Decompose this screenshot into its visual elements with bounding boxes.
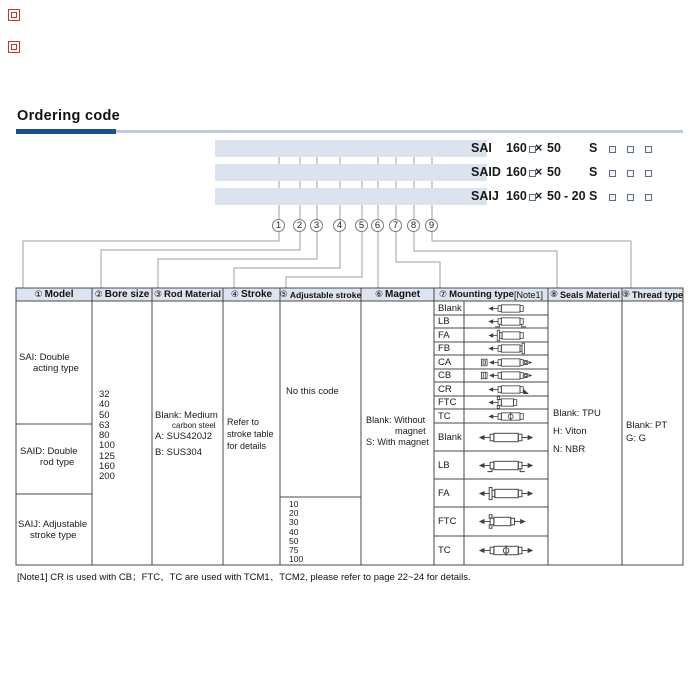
stroke-line1: Refer to [227,417,260,427]
cylinder-foot-mount-icon [466,315,547,328]
double-rod-cylinder-front-trunnion-icon [466,514,547,529]
rod-material-a: A: SUS420J2 [155,431,213,442]
magnet-blank-line2: magnet [395,426,426,436]
mounting-row: FA [435,479,547,507]
header-adjustable-stroke: ⑤ Adjustable stroke [279,289,362,300]
seals-h: H: Viton [553,426,587,437]
seals-n: N: NBR [553,444,586,455]
header-mounting-note: [Note1] [513,289,543,300]
callout-circle-5: 5 [355,219,368,232]
code-model: SAI [471,141,492,155]
code-adjustable: - 20 [564,189,586,203]
code-stroke: 50 [547,165,561,179]
code-bore: 160 [506,165,527,179]
code-stroke: 50 [547,141,561,155]
header-thread-type: ⑨ Thread type [621,289,684,300]
mounting-row: FTC [435,507,547,536]
callout-circle-2: 2 [293,219,306,232]
code-magnet: S [589,165,598,179]
thread-blank: Blank: PT [626,420,668,431]
code-model: SAID [471,165,501,179]
header-rod-material: ③ Rod Material [153,289,222,300]
header-bore-size: ② Bore size [94,289,150,300]
model-sai-line1: SAI: Double [19,352,70,363]
mounting-row: TC [435,536,547,565]
callout-circle-4: 4 [333,219,346,232]
callout-circle-3: 3 [310,219,323,232]
mounting-row: TC [435,409,547,423]
cylinder-rear-flange-icon [466,342,547,355]
model-sai-line2: acting type [33,363,79,374]
cylinder-rear-double-clevis-icon [466,369,547,382]
code-magnet: S [589,141,598,155]
header-seals-material: ⑧ Seals Material [549,289,621,300]
double-rod-cylinder-front-flange-icon [466,486,547,501]
cylinder-front-flange-icon [466,329,547,342]
mounting-row: CA [435,355,547,369]
code-magnet: S [589,189,598,203]
mounting-row: CR [435,382,547,396]
model-saij-line2: stroke type [30,530,77,541]
mounting-row: Blank [435,301,547,315]
rod-material-b: B: SUS304 [155,447,202,458]
callout-circle-7: 7 [389,219,402,232]
callout-circle-1: 1 [272,219,285,232]
code-model: SAIJ [471,189,499,203]
cylinder-rear-pivot-icon [466,383,547,396]
magnet-blank-line1: Blank: Without [366,415,426,425]
code-times: × [535,141,543,155]
header-stroke: ④ Stroke [230,289,273,300]
page-title: Ordering code [17,108,120,124]
mounting-row: FB [435,342,547,355]
double-rod-cylinder-foot-mount-icon [466,458,547,473]
double-rod-cylinder-basic-icon [466,430,547,445]
rod-material-blank2: carbon steel [172,421,216,430]
mounting-row: LB [435,451,547,479]
model-said-line1: SAID: Double [20,446,78,457]
cylinder-rear-clevis-icon [466,356,547,369]
adjustable-stroke-list: 10 20 30 40 50 75 100 [289,499,304,565]
mounting-row: Blank [435,423,547,451]
code-stroke: 50 [547,189,561,203]
mounting-row: LB [435,315,547,328]
header-mounting-type: ⑦ Mounting type [Note1] [438,289,543,300]
bore-size-list: 32 40 50 63 80 100 125 160 200 [99,389,115,483]
footnote: [Note1] CR is used with CB；FTC、TC are used with TCM1、TCM2, please refer to page 22~24 for details. [17,572,471,583]
magnet-s-line: S: With magnet [366,437,429,447]
callout-circle-6: 6 [371,219,384,232]
code-times: × [535,165,543,179]
seals-blank: Blank: TPU [553,408,601,419]
cylinder-center-trunnion-icon [466,410,547,423]
model-said-line2: rod type [40,457,75,468]
callout-circle-8: 8 [407,219,420,232]
callout-circle-9: 9 [425,219,438,232]
thread-g: G: G [626,433,647,444]
code-times: × [535,189,543,203]
cylinder-basic-icon [466,302,547,315]
cylinder-front-trunnion-icon [466,396,547,409]
rod-material-blank: Blank: Medium [155,410,218,421]
mounting-row: CB [435,369,547,382]
header-model: ① Model [34,289,74,300]
code-bore: 160 [506,141,527,155]
stroke-line3: for details [227,441,267,451]
model-saij-line1: SAIJ: Adjustable [18,519,88,530]
mounting-row: FTC [435,396,547,409]
stroke-line2: stroke table [227,429,274,439]
double-rod-cylinder-center-trunnion-icon [466,543,547,558]
adjustable-no-code: No this code [286,386,339,397]
mounting-row: FA [435,328,547,342]
code-bore: 160 [506,189,527,203]
header-magnet: ⑥ Magnet [374,289,421,300]
